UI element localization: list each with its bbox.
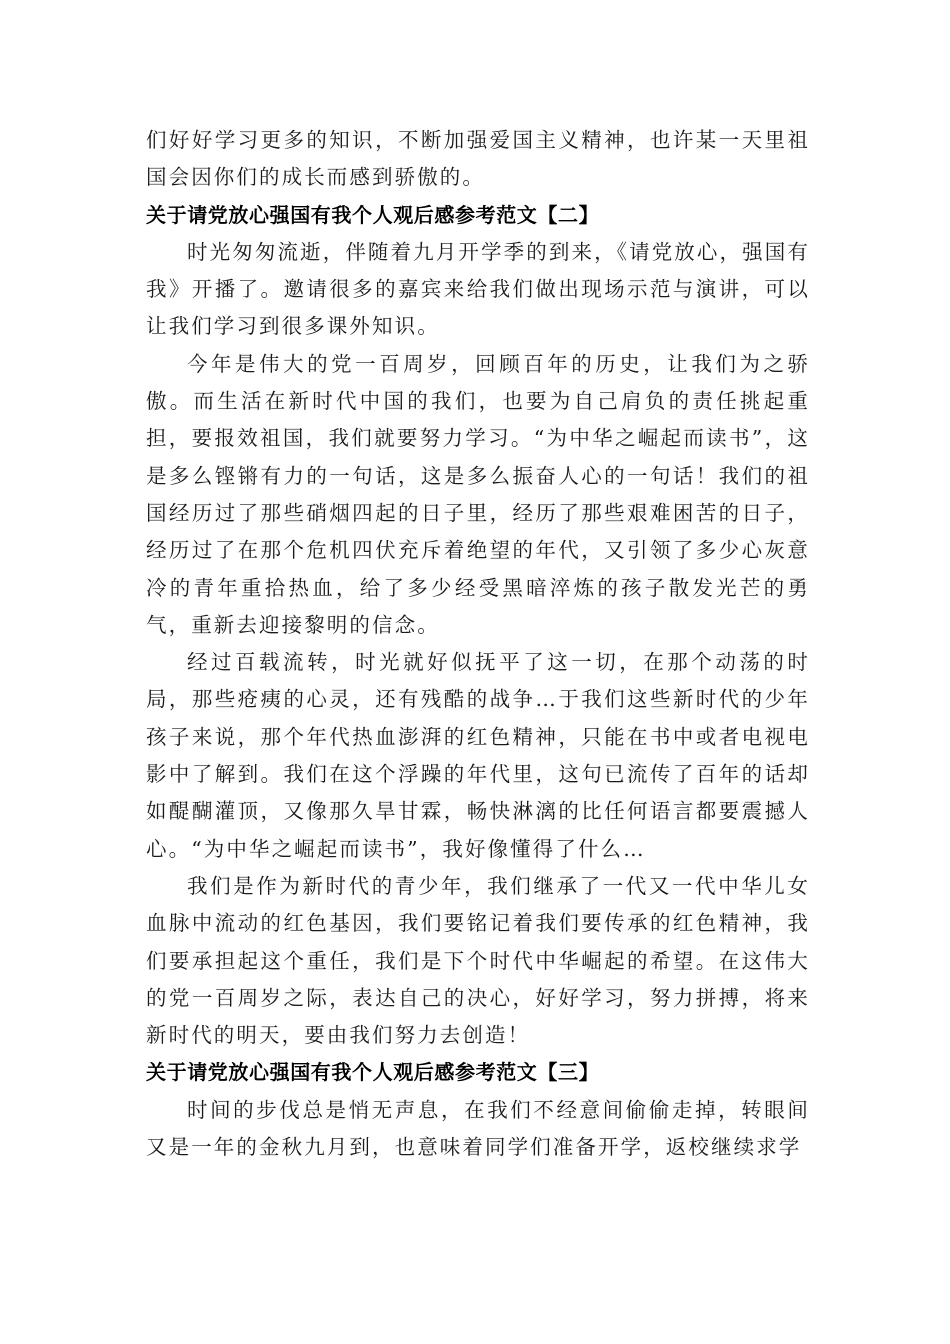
paragraph: 经过百载流转，时光就好似抚平了这一切，在那个动荡的时局，那些疮痍的心灵，还有残酷的战争…于我们这些新时代的少年孩子来说，那个年代热血澎湃的红色精神，只能在书中或者电视电影中了解到。我们在这个浮躁的年代里，这句已流传了百年的话却如醍醐灌顶，又像那久旱甘霖，畅快淋漓的比任何语言都要震撼人心。“为中华之崛起而读书”，我好像懂得了什么… <box>146 650 810 861</box>
paragraph: 我们是作为新时代的青少年，我们继承了一代又一代中华儿女血脉中流动的红色基因，我们要铭记着我们要传承的红色精神，我们要承担起这个重任，我们是下个时代中华崛起的希望。在这伟大的党一百周岁之际，表达自己的决心，好好学习，努力拼搏，将来新时代的明天，要由我们努力去创造！ <box>146 873 810 1048</box>
paragraph: 时间的步伐总是悄无声息，在我们不经意间偷偷走掉，转眼间又是一年的金秋九月到，也意味着同学们准备开学，返校继续求学 <box>146 1097 810 1160</box>
paragraph-continuation: 们好好学习更多的知识，不断加强爱国主义精神，也许某一天里祖国会因你们的成长而感到骄傲的。 <box>146 128 810 190</box>
section-heading-2: 关于请党放心强国有我个人观后感参考范文【二】 <box>146 202 600 227</box>
section-heading-3: 关于请党放心强国有我个人观后感参考范文【三】 <box>146 1060 600 1085</box>
paragraph: 时光匆匆流逝，伴随着九月开学季的到来，《请党放心，强国有我》开播了。邀请很多的嘉宾来给我们做出现场示范与演讲，可以让我们学习到很多课外知识。 <box>146 239 810 339</box>
paragraph: 今年是伟大的党一百周岁，回顾百年的历史，让我们为之骄傲。而生活在新时代中国的我们，也要为自己肩负的责任挑起重担，要报效祖国，我们就要努力学习。“为中华之崛起而读书”，这是多么铿锵有力的一句话，这是多么振奋人心的一句话！我们的祖国经历过了那些硝烟四起的日子里，经历了那些艰难困苦的日子，经历过了在那个危机四伏充斥着绝望的年代，又引领了多少心灰意冷的青年重拾热血，给了多少经受黑暗淬炼的孩子散发光芒的勇气，重新去迎接黎明的信念。 <box>146 351 810 637</box>
document-body <box>146 122 810 1166</box>
